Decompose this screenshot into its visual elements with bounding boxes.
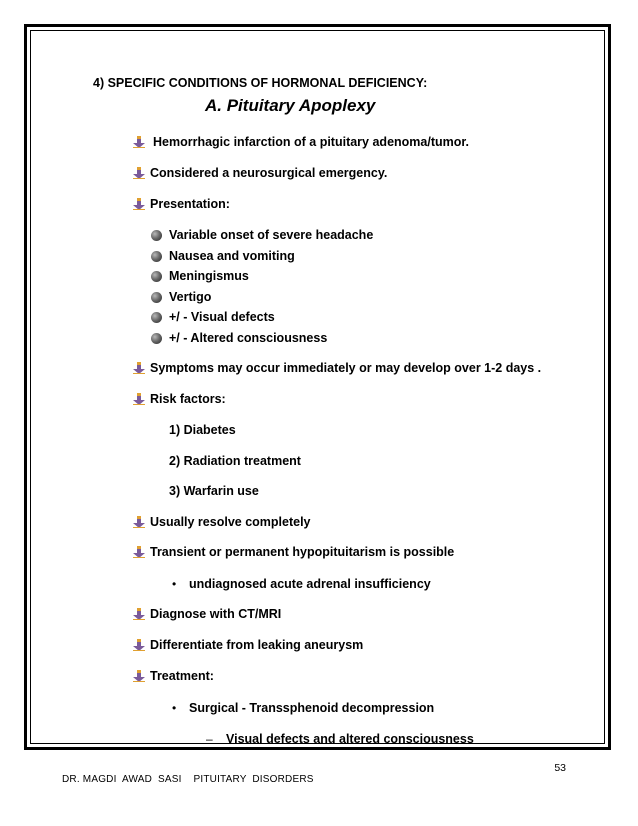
- bullet-symptoms: Symptoms may occur immediately or may develop over 1-2 days .: [150, 361, 542, 375]
- dot-bullet-icon: •: [172, 577, 177, 591]
- bullet-hypopituitarism: Transient or permanent hypopituitarism is possible: [150, 545, 455, 559]
- bullet-treatment: Treatment:: [150, 669, 214, 683]
- dot-bullet-icon: •: [172, 701, 177, 715]
- treatment-sub-item: Surgical - Transsphenoid decompression: [189, 701, 435, 715]
- bullet-hemorrhagic: Hemorrhagic infarction of a pituitary adenoma/tumor.: [153, 135, 470, 149]
- page-title: A. Pituitary Apoplexy: [205, 96, 376, 115]
- presentation-item: +/ - Visual defects: [169, 310, 275, 324]
- ball-bullet-icon: [151, 251, 162, 262]
- risk-factor-item: 1) Diabetes: [169, 423, 236, 437]
- section-heading: 4) SPECIFIC CONDITIONS OF HORMONAL DEFICIENCY:: [93, 76, 428, 90]
- arrow-bullet-icon: [133, 670, 145, 682]
- footer-text: DR. MAGDI AWAD SASI PITUITARY DISORDERS: [62, 774, 314, 785]
- arrow-bullet-icon: [133, 167, 145, 179]
- hypopit-sub-item: undiagnosed acute adrenal insufficiency: [189, 577, 431, 591]
- arrow-bullet-icon: [133, 362, 145, 374]
- ball-bullet-icon: [151, 271, 162, 282]
- presentation-item: Vertigo: [169, 290, 212, 304]
- bullet-risk-factors: Risk factors:: [150, 392, 226, 406]
- ball-bullet-icon: [151, 312, 162, 323]
- bullet-emergency: Considered a neurosurgical emergency.: [150, 166, 388, 180]
- presentation-item: +/ - Altered consciousness: [169, 331, 328, 345]
- risk-factor-item: 2) Radiation treatment: [169, 454, 301, 468]
- ball-bullet-icon: [151, 292, 162, 303]
- ball-bullet-icon: [151, 333, 162, 344]
- dash-bullet-icon: –: [206, 732, 213, 746]
- bullet-resolve: Usually resolve completely: [150, 515, 311, 529]
- presentation-item: Nausea and vomiting: [169, 249, 295, 263]
- arrow-bullet-icon: [133, 136, 145, 148]
- arrow-bullet-icon: [133, 198, 145, 210]
- arrow-bullet-icon: [133, 393, 145, 405]
- presentation-item: Meningismus: [169, 269, 249, 283]
- presentation-item: Variable onset of severe headache: [169, 228, 374, 242]
- bullet-diagnose: Diagnose with CT/MRI: [150, 607, 282, 621]
- bullet-presentation: Presentation:: [150, 197, 230, 211]
- arrow-bullet-icon: [133, 516, 145, 528]
- arrow-bullet-icon: [133, 608, 145, 620]
- page-number: 53: [554, 762, 566, 774]
- risk-factor-item: 3) Warfarin use: [169, 484, 259, 498]
- treatment-subsub-item: Visual defects and altered consciousness: [226, 732, 474, 746]
- arrow-bullet-icon: [133, 639, 145, 651]
- arrow-bullet-icon: [133, 546, 145, 558]
- ball-bullet-icon: [151, 230, 162, 241]
- bullet-differentiate: Differentiate from leaking aneurysm: [150, 638, 364, 652]
